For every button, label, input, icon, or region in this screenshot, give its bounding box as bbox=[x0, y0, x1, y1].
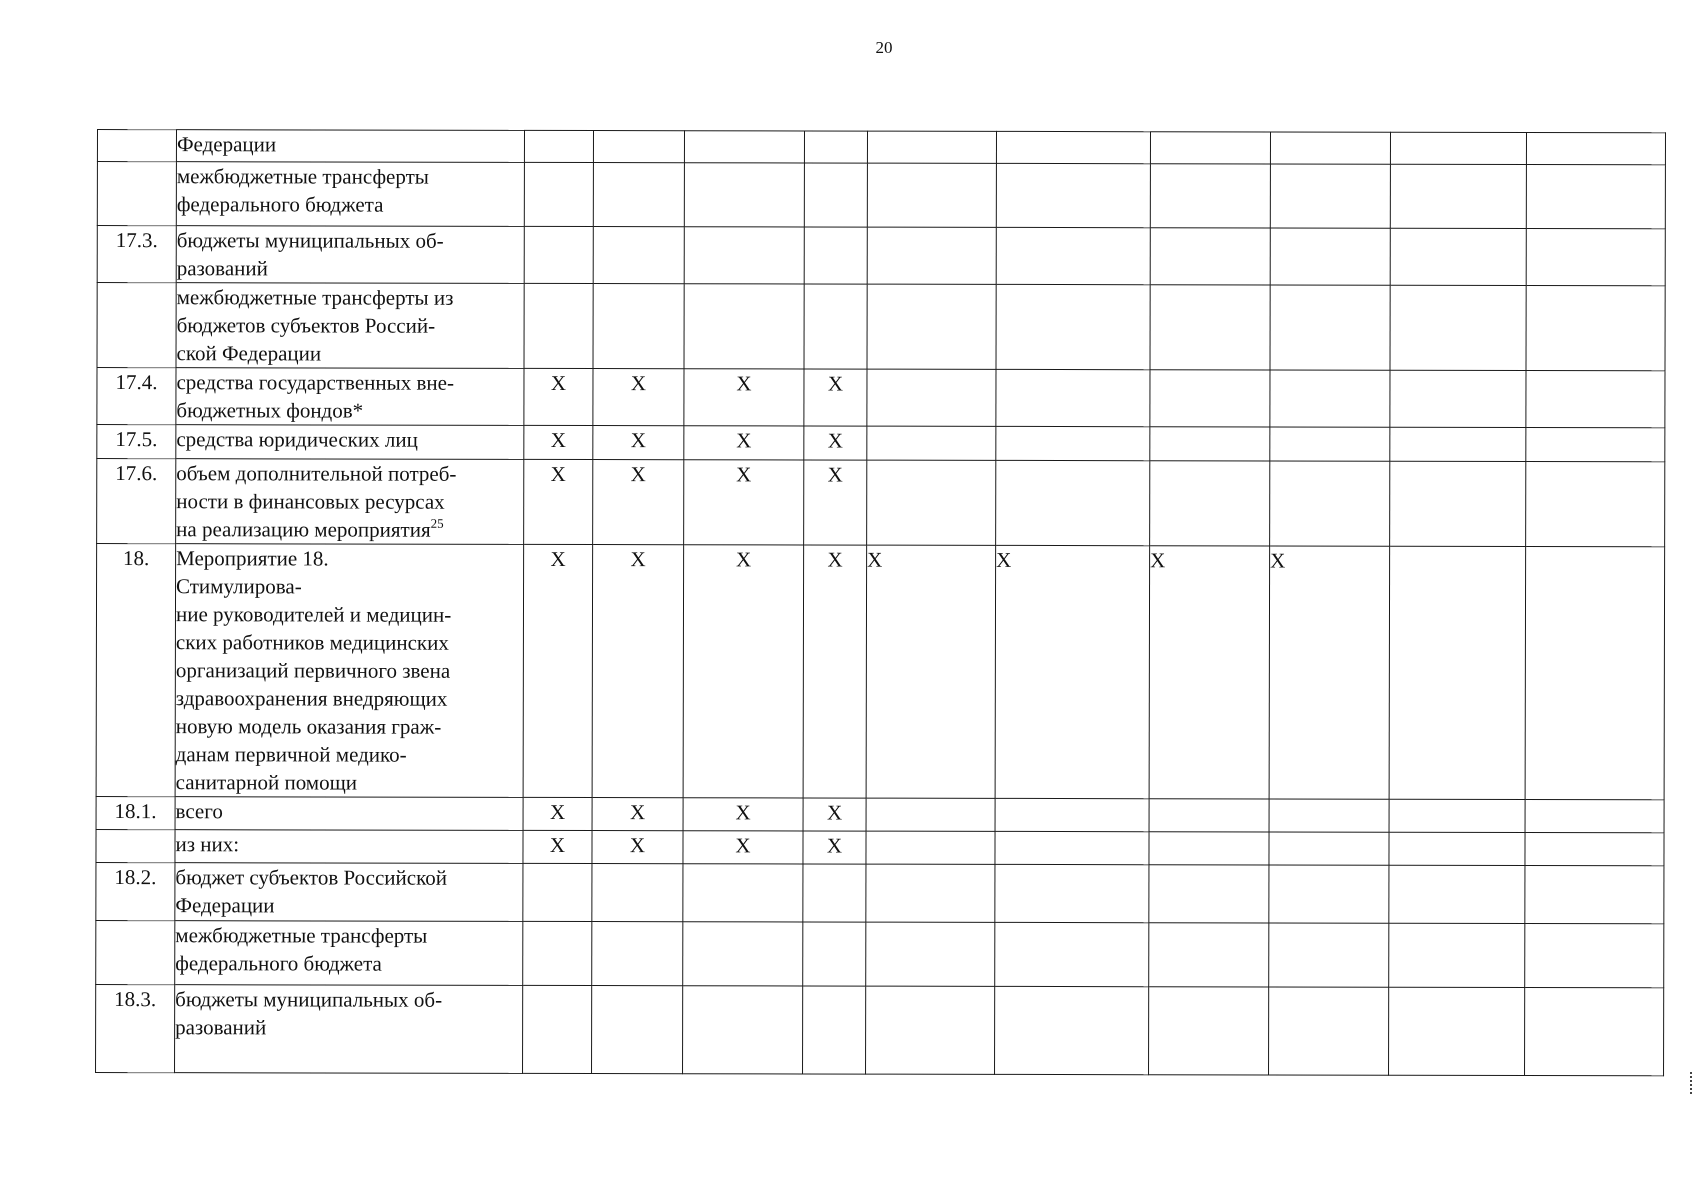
table-row bbox=[97, 425, 1665, 462]
row-number: 17.6. bbox=[97, 459, 176, 544]
row-description bbox=[175, 544, 524, 798]
empty-cell bbox=[1526, 285, 1665, 370]
empty-cell bbox=[1526, 427, 1665, 461]
row-description-text: межбюджетные трансферты федерального бюджета bbox=[176, 164, 429, 217]
mark-cell bbox=[996, 131, 1150, 163]
row-description bbox=[175, 830, 523, 864]
table-row bbox=[97, 283, 1665, 371]
empty-cell bbox=[1390, 285, 1526, 370]
mark-cell bbox=[1269, 923, 1389, 987]
page-number: 20 bbox=[875, 38, 893, 57]
mark-cell bbox=[1269, 987, 1389, 1075]
mark-cell bbox=[1150, 228, 1270, 285]
empty-cell bbox=[1389, 832, 1525, 865]
mark-cell bbox=[593, 131, 684, 163]
row-description-text: объем дополнительной потреб- ности в финансовых ресурсах на реализацию мероприятия bbox=[176, 461, 457, 542]
mark-cell: X bbox=[683, 545, 804, 798]
mark-cell bbox=[996, 460, 1150, 545]
mark-cell bbox=[683, 922, 803, 986]
mark-cell: X bbox=[524, 459, 593, 544]
row-description bbox=[176, 226, 524, 284]
mark-cell bbox=[803, 864, 866, 922]
mark-cell bbox=[683, 986, 803, 1074]
mark-cell bbox=[996, 284, 1150, 369]
row-description bbox=[175, 921, 523, 986]
mark-cell bbox=[684, 131, 804, 163]
mark-cell: X bbox=[866, 545, 996, 798]
row-number: 17.3. bbox=[97, 226, 176, 283]
row-number: 17.4. bbox=[97, 368, 176, 425]
row-description-text: межбюджетные трансферты федерального бюджета bbox=[175, 923, 428, 976]
table-row bbox=[96, 984, 1664, 1075]
empty-cell bbox=[1390, 164, 1526, 228]
empty-cell bbox=[1389, 865, 1525, 923]
mark-cell bbox=[592, 864, 683, 922]
mark-cell bbox=[996, 163, 1150, 227]
mark-cell bbox=[867, 163, 996, 227]
mark-cell: X bbox=[593, 460, 684, 545]
empty-cell bbox=[1389, 546, 1526, 799]
mark-cell bbox=[995, 798, 1149, 831]
row-number bbox=[97, 283, 176, 368]
row-number: 18.3. bbox=[96, 984, 175, 1072]
row-description bbox=[176, 459, 524, 545]
row-description-text: Федерации bbox=[176, 132, 277, 157]
row-description bbox=[176, 130, 524, 163]
mark-cell bbox=[1269, 865, 1389, 923]
mark-cell bbox=[867, 131, 996, 163]
mark-cell: X bbox=[592, 545, 684, 798]
mark-cell: X bbox=[684, 426, 804, 460]
mark-cell bbox=[804, 227, 867, 284]
row-description-text: средства государственных вне- бюджетных фондов* bbox=[176, 370, 455, 423]
row-description bbox=[176, 283, 524, 369]
row-description bbox=[175, 985, 523, 1074]
row-number: 18.2. bbox=[96, 862, 175, 920]
mark-cell bbox=[523, 863, 592, 921]
mark-cell bbox=[1150, 370, 1270, 427]
row-description bbox=[176, 425, 524, 460]
row-number: 17.5. bbox=[97, 425, 176, 459]
mark-cell bbox=[996, 426, 1150, 460]
table-row bbox=[97, 459, 1665, 547]
mark-cell: X bbox=[684, 460, 804, 545]
mark-cell: X bbox=[1149, 546, 1270, 799]
mark-cell bbox=[867, 227, 996, 284]
mark-cell bbox=[1149, 923, 1269, 987]
mark-cell: X bbox=[995, 545, 1150, 798]
mark-cell bbox=[1150, 285, 1270, 370]
mark-cell bbox=[867, 369, 996, 426]
row-description-text: межбюджетные трансферты из бюджетов субъектов Россий- ской Федерации bbox=[176, 285, 454, 366]
mark-cell bbox=[867, 460, 996, 545]
mark-cell bbox=[995, 922, 1149, 986]
mark-cell bbox=[803, 986, 866, 1074]
mark-cell bbox=[593, 227, 684, 284]
mark-cell bbox=[1269, 832, 1389, 865]
mark-cell bbox=[804, 163, 867, 227]
mark-cell: X bbox=[523, 544, 593, 797]
mark-cell: X bbox=[593, 369, 684, 426]
empty-cell bbox=[1525, 987, 1664, 1075]
mark-cell bbox=[1150, 461, 1270, 546]
empty-cell bbox=[1390, 427, 1526, 461]
mark-cell bbox=[1149, 832, 1269, 865]
mark-cell bbox=[1150, 427, 1270, 461]
row-number bbox=[97, 130, 176, 162]
empty-cell bbox=[1525, 546, 1665, 799]
mark-cell bbox=[995, 831, 1149, 864]
mark-cell: X bbox=[683, 798, 803, 831]
table-row bbox=[96, 796, 1664, 832]
table-row bbox=[96, 920, 1664, 987]
mark-cell bbox=[1149, 865, 1269, 923]
mark-cell: X bbox=[592, 831, 683, 864]
mark-cell bbox=[1269, 799, 1389, 832]
mark-cell bbox=[523, 985, 592, 1073]
row-description-text: Мероприятие 18. Стимулирова- ние руководителей и медицин- ских работников медицинских организаций первичного звена здравоохранения внедряющих новую модель оказания граж- данам первичной медико- санитарной помощи bbox=[175, 546, 452, 795]
mark-cell bbox=[804, 284, 867, 369]
mark-cell: X bbox=[1269, 546, 1390, 799]
empty-cell bbox=[1526, 164, 1665, 228]
empty-cell bbox=[1390, 132, 1526, 164]
table-row bbox=[97, 368, 1665, 428]
mark-cell bbox=[1150, 164, 1270, 228]
empty-cell bbox=[1389, 923, 1525, 987]
mark-cell bbox=[593, 163, 684, 227]
mark-cell bbox=[592, 986, 683, 1074]
empty-cell bbox=[1390, 228, 1526, 285]
row-description-text: из них: bbox=[175, 832, 240, 857]
mark-cell bbox=[1270, 285, 1390, 370]
row-number bbox=[96, 920, 175, 984]
mark-cell bbox=[804, 131, 867, 163]
table-row bbox=[96, 544, 1665, 800]
mark-cell bbox=[996, 369, 1150, 426]
mark-cell bbox=[1270, 228, 1390, 285]
table-body bbox=[96, 130, 1666, 1076]
row-description-text: бюджет субъектов Российской Федерации bbox=[175, 865, 448, 918]
mark-cell bbox=[866, 986, 995, 1074]
financing-table bbox=[95, 129, 1666, 1076]
row-number: 18. bbox=[96, 544, 176, 797]
mark-cell bbox=[684, 284, 804, 369]
mark-cell: X bbox=[804, 426, 867, 460]
scan-edge-mark bbox=[1690, 1072, 1694, 1094]
mark-cell bbox=[996, 227, 1150, 284]
empty-cell bbox=[1525, 923, 1664, 987]
mark-cell: X bbox=[803, 545, 867, 798]
row-number bbox=[96, 829, 175, 862]
row-description bbox=[176, 368, 524, 426]
table-row bbox=[97, 130, 1665, 165]
mark-cell bbox=[1270, 164, 1390, 228]
empty-cell bbox=[1525, 832, 1664, 865]
mark-cell bbox=[1270, 132, 1390, 164]
mark-cell: X bbox=[684, 369, 804, 426]
mark-cell: X bbox=[592, 798, 683, 831]
empty-cell bbox=[1389, 987, 1525, 1075]
empty-cell bbox=[1390, 370, 1526, 427]
mark-cell bbox=[524, 162, 593, 226]
mark-cell: X bbox=[523, 797, 592, 830]
row-description-text: бюджеты муниципальных об- разований bbox=[175, 987, 443, 1040]
table-row bbox=[96, 862, 1664, 923]
mark-cell bbox=[524, 130, 593, 162]
empty-cell bbox=[1526, 228, 1665, 285]
row-description bbox=[176, 162, 524, 227]
mark-cell bbox=[995, 864, 1149, 922]
empty-cell bbox=[1526, 370, 1665, 427]
row-number: 18.1. bbox=[96, 796, 175, 829]
mark-cell bbox=[1270, 370, 1390, 427]
mark-cell: X bbox=[524, 368, 593, 425]
row-description-text: средства юридических лиц bbox=[176, 427, 418, 452]
mark-cell bbox=[593, 284, 684, 369]
mark-cell bbox=[867, 284, 996, 369]
row-description-text: бюджеты муниципальных об- разований bbox=[176, 228, 444, 281]
mark-cell bbox=[684, 227, 804, 284]
row-description-text: всего bbox=[175, 799, 223, 824]
mark-cell bbox=[1149, 987, 1269, 1075]
empty-cell bbox=[1526, 461, 1665, 546]
mark-cell bbox=[524, 283, 593, 368]
empty-cell bbox=[1525, 799, 1664, 832]
mark-cell: X bbox=[683, 831, 803, 864]
mark-cell: X bbox=[804, 369, 867, 426]
mark-cell bbox=[803, 922, 866, 986]
mark-cell: X bbox=[523, 830, 592, 863]
mark-cell bbox=[866, 864, 995, 922]
mark-cell bbox=[1150, 132, 1270, 164]
mark-cell bbox=[866, 798, 995, 831]
empty-cell bbox=[1525, 865, 1664, 923]
mark-cell: X bbox=[803, 831, 866, 864]
mark-cell bbox=[866, 831, 995, 864]
mark-cell bbox=[684, 163, 804, 227]
table-row bbox=[97, 226, 1665, 286]
mark-cell bbox=[867, 426, 996, 460]
empty-cell bbox=[1526, 132, 1665, 164]
mark-cell: X bbox=[803, 798, 866, 831]
mark-cell bbox=[866, 922, 995, 986]
mark-cell bbox=[592, 922, 683, 986]
mark-cell: X bbox=[524, 425, 593, 459]
mark-cell bbox=[1270, 461, 1390, 546]
empty-cell bbox=[1390, 461, 1526, 546]
mark-cell bbox=[1149, 799, 1269, 832]
mark-cell bbox=[524, 226, 593, 283]
mark-cell: X bbox=[593, 426, 684, 460]
mark-cell bbox=[1270, 427, 1390, 461]
row-description bbox=[175, 797, 523, 831]
empty-cell bbox=[1389, 799, 1525, 832]
mark-cell: X bbox=[804, 460, 867, 545]
table-row bbox=[97, 162, 1665, 229]
table-row bbox=[96, 829, 1664, 865]
mark-cell bbox=[523, 921, 592, 985]
row-number bbox=[97, 162, 176, 226]
row-description bbox=[175, 863, 523, 922]
footnote-marker: 25 bbox=[430, 515, 444, 531]
mark-cell bbox=[995, 986, 1149, 1074]
mark-cell bbox=[683, 864, 803, 922]
